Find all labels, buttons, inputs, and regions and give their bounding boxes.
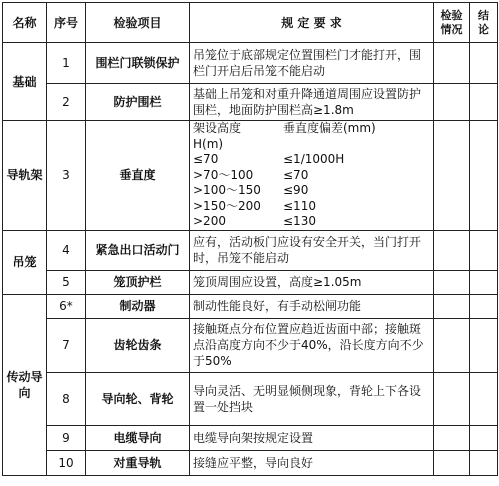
conclusion-cell [470, 425, 498, 450]
row-seq: 4 [47, 230, 86, 270]
table-row [3, 121, 498, 231]
row-requirement: 基础上吊笼和对重升降通道周围应设置防护围栏，地面防护围栏高≥1.8m [190, 84, 434, 121]
row-item: 防护围栏 [86, 84, 190, 121]
table-row [3, 230, 498, 270]
header-row [3, 3, 498, 43]
spec-height: ≤70 [193, 152, 219, 166]
spec-deviation: ≤70 [283, 167, 309, 182]
inspection-cell [434, 84, 470, 121]
row-item: 紧急出口活动门 [86, 230, 190, 270]
table-row [3, 318, 498, 372]
header-inspection: 检验情况 [434, 3, 470, 43]
header-name: 名称 [3, 3, 47, 43]
spec-height: >200 [193, 214, 226, 228]
inspection-cell [434, 43, 470, 84]
inspection-cell [434, 425, 470, 450]
spec-header-height: 架设高度 H(m) [193, 121, 242, 151]
header-conclusion: 结论 [470, 3, 498, 43]
row-requirement: 制动性能良好，有手动松闸功能 [190, 294, 434, 318]
row-item: 对重导轨 [86, 450, 190, 475]
table-row [3, 372, 498, 425]
row-seq: 8 [47, 372, 86, 425]
conclusion-cell [470, 450, 498, 475]
inspection-cell [434, 294, 470, 318]
table-row [3, 294, 498, 318]
header-seq: 序号 [47, 3, 86, 43]
conclusion-cell [470, 294, 498, 318]
row-seq: 5 [47, 270, 86, 294]
row-requirement: 笼顶周围应设置，高度≥1.05m [190, 270, 434, 294]
inspection-cell [434, 372, 470, 425]
row-requirement: 接缝应平整，导向良好 [190, 450, 434, 475]
spec-header-deviation: 垂直度偏差(mm) [283, 121, 376, 135]
inspection-cell [434, 270, 470, 294]
row-item: 齿轮齿条 [86, 318, 190, 372]
row-item: 导向轮、背轮 [86, 372, 190, 425]
row-item: 笼顶护栏 [86, 270, 190, 294]
row-seq: 6* [47, 294, 86, 318]
verticality-spec [190, 121, 434, 231]
group-foundation: 基础 [3, 43, 47, 121]
row-requirement: 接触斑点分布位置应趋近齿面中部；接触斑点沿高度方向不少于40%，沿长度方向不少于50% [190, 318, 434, 372]
spec-height: >150～200 [193, 198, 261, 213]
header-requirement: 规 定 要 求 [190, 3, 434, 43]
conclusion-cell [470, 43, 498, 84]
row-seq: 1 [47, 43, 86, 84]
inspection-table [2, 2, 498, 476]
spec-height: >100～150 [193, 183, 261, 197]
spec-deviation: ≤110 [283, 198, 316, 213]
row-item: 制动器 [86, 294, 190, 318]
conclusion-cell [470, 372, 498, 425]
row-seq: 2 [47, 84, 86, 121]
table-row [3, 84, 498, 121]
header-item: 检验项目 [86, 3, 190, 43]
conclusion-cell [470, 121, 498, 231]
spec-deviation: ≤90 [283, 183, 309, 197]
row-requirement: 吊笼位于底部规定位置围栏门才能打开，围栏门开启后吊笼不能启动 [190, 43, 434, 84]
row-item: 电缆导向 [86, 425, 190, 450]
row-seq: 10 [47, 450, 86, 475]
inspection-cell [434, 230, 470, 270]
row-requirement: 导向灵活、无明显倾侧现象，背轮上下各设置一处挡块 [190, 372, 434, 425]
group-cage: 吊笼 [3, 230, 47, 294]
group-transmission: 传动导向 [3, 294, 47, 475]
group-guide-frame: 导轨架 [3, 121, 47, 231]
table-row [3, 425, 498, 450]
conclusion-cell [470, 230, 498, 270]
inspection-cell [434, 121, 470, 231]
spec-height: >70～100 [193, 167, 254, 182]
row-seq: 7 [47, 318, 86, 372]
row-seq: 9 [47, 425, 86, 450]
table-row [3, 450, 498, 475]
row-item: 垂直度 [86, 121, 190, 231]
row-item: 围栏门联锁保护 [86, 43, 190, 84]
conclusion-cell [470, 270, 498, 294]
row-requirement: 应有，活动板门应设有安全开关，当门打开时，吊笼不能启动 [190, 230, 434, 270]
spec-deviation: ≤130 [283, 214, 316, 228]
inspection-cell [434, 450, 470, 475]
spec-deviation: ≤1/1000H [283, 152, 345, 166]
row-seq: 3 [47, 121, 86, 231]
table-row [3, 270, 498, 294]
table-row [3, 43, 498, 84]
conclusion-cell [470, 318, 498, 372]
conclusion-cell [470, 84, 498, 121]
inspection-cell [434, 318, 470, 372]
row-requirement: 电缆导向架按规定设置 [190, 425, 434, 450]
